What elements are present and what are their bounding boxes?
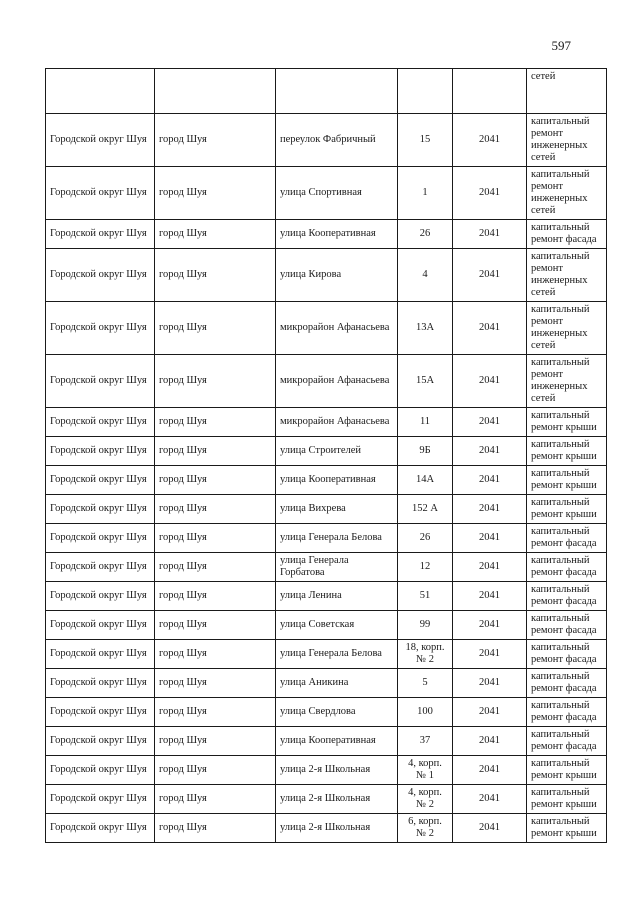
table-row — [46, 756, 607, 785]
table-row — [46, 167, 607, 220]
cell-year: 2041 — [453, 495, 527, 524]
cell-year: 2041 — [453, 302, 527, 355]
cell-work-type: капитальный ремонт инженерных сетей — [527, 167, 607, 220]
cell-street: улица Кирова — [276, 249, 398, 302]
table-row — [46, 553, 607, 582]
cell-street: улица Советская — [276, 611, 398, 640]
cell-street: улица Свердлова — [276, 698, 398, 727]
cell-work-type: капитальный ремонт фасада — [527, 611, 607, 640]
cell-street: улица 2-я Школьная — [276, 814, 398, 843]
cell-work-type: капитальный ремонт крыши — [527, 408, 607, 437]
cell-work-type: капитальный ремонт крыши — [527, 785, 607, 814]
cell-work-type: капитальный ремонт крыши — [527, 814, 607, 843]
cell-house: 99 — [398, 611, 453, 640]
cell-house: 6, корп. № 2 — [398, 814, 453, 843]
cell-street: переулок Фабричный — [276, 114, 398, 167]
repair-register-table — [45, 68, 607, 843]
cell-settlement: город Шуя — [155, 611, 276, 640]
table-row — [46, 408, 607, 437]
cell-house: 14А — [398, 466, 453, 495]
cell-municipality: Городской округ Шуя — [46, 114, 155, 167]
cell-work-type: капитальный ремонт фасада — [527, 727, 607, 756]
cell-house: 9Б — [398, 437, 453, 466]
cell-municipality: Городской округ Шуя — [46, 756, 155, 785]
cell-street: улица Ленина — [276, 582, 398, 611]
cell-year: 2041 — [453, 437, 527, 466]
table-row — [46, 582, 607, 611]
cell-settlement: город Шуя — [155, 466, 276, 495]
cell-municipality: Городской округ Шуя — [46, 167, 155, 220]
cell-settlement — [155, 69, 276, 114]
cell-street: улица Строителей — [276, 437, 398, 466]
cell-house — [398, 69, 453, 114]
cell-settlement: город Шуя — [155, 355, 276, 408]
cell-house: 4 — [398, 249, 453, 302]
table-body — [46, 69, 607, 843]
table-row — [46, 249, 607, 302]
cell-work-type: сетей — [527, 69, 607, 114]
cell-municipality: Городской округ Шуя — [46, 495, 155, 524]
cell-settlement: город Шуя — [155, 524, 276, 553]
table-row — [46, 727, 607, 756]
cell-work-type: капитальный ремонт фасада — [527, 220, 607, 249]
cell-street: улица Аникина — [276, 669, 398, 698]
cell-settlement: город Шуя — [155, 495, 276, 524]
page-number: 597 — [551, 38, 571, 53]
cell-municipality: Городской округ Шуя — [46, 220, 155, 249]
cell-year: 2041 — [453, 582, 527, 611]
cell-street: улица Генерала Горбатова — [276, 553, 398, 582]
cell-work-type: капитальный ремонт крыши — [527, 495, 607, 524]
cell-municipality: Городской округ Шуя — [46, 611, 155, 640]
cell-house: 4, корп. № 1 — [398, 756, 453, 785]
cell-house: 26 — [398, 524, 453, 553]
cell-year: 2041 — [453, 814, 527, 843]
cell-house: 1 — [398, 167, 453, 220]
cell-year: 2041 — [453, 640, 527, 669]
cell-settlement: город Шуя — [155, 167, 276, 220]
cell-year: 2041 — [453, 785, 527, 814]
cell-settlement: город Шуя — [155, 698, 276, 727]
cell-work-type: капитальный ремонт фасада — [527, 553, 607, 582]
cell-settlement: город Шуя — [155, 437, 276, 466]
cell-street: улица Кооперативная — [276, 727, 398, 756]
table-row — [46, 785, 607, 814]
cell-municipality: Городской округ Шуя — [46, 249, 155, 302]
table-row-continued — [46, 69, 607, 114]
cell-municipality: Городской округ Шуя — [46, 553, 155, 582]
cell-house: 18, корп. № 2 — [398, 640, 453, 669]
cell-street: улица Вихрева — [276, 495, 398, 524]
cell-house: 5 — [398, 669, 453, 698]
table-row — [46, 114, 607, 167]
cell-house: 13А — [398, 302, 453, 355]
cell-work-type: капитальный ремонт фасада — [527, 669, 607, 698]
cell-year: 2041 — [453, 249, 527, 302]
cell-year: 2041 — [453, 466, 527, 495]
cell-municipality: Городской округ Шуя — [46, 640, 155, 669]
cell-year: 2041 — [453, 727, 527, 756]
table-row — [46, 524, 607, 553]
cell-municipality: Городской округ Шуя — [46, 582, 155, 611]
cell-work-type: капитальный ремонт крыши — [527, 437, 607, 466]
cell-municipality: Городской округ Шуя — [46, 727, 155, 756]
cell-municipality — [46, 69, 155, 114]
table-row — [46, 495, 607, 524]
cell-street: микрорайон Афанасьева — [276, 302, 398, 355]
cell-settlement: город Шуя — [155, 408, 276, 437]
table-row — [46, 466, 607, 495]
cell-settlement: город Шуя — [155, 114, 276, 167]
cell-year: 2041 — [453, 114, 527, 167]
cell-street — [276, 69, 398, 114]
table-row — [46, 640, 607, 669]
table-row — [46, 669, 607, 698]
cell-municipality: Городской округ Шуя — [46, 466, 155, 495]
table-row — [46, 437, 607, 466]
cell-street: улица Кооперативная — [276, 220, 398, 249]
cell-house: 26 — [398, 220, 453, 249]
cell-house: 11 — [398, 408, 453, 437]
table-row — [46, 302, 607, 355]
cell-settlement: город Шуя — [155, 785, 276, 814]
table-row — [46, 814, 607, 843]
cell-work-type: капитальный ремонт крыши — [527, 466, 607, 495]
cell-municipality: Городской округ Шуя — [46, 408, 155, 437]
cell-municipality: Городской округ Шуя — [46, 669, 155, 698]
table-row — [46, 220, 607, 249]
cell-street: улица 2-я Школьная — [276, 785, 398, 814]
cell-municipality: Городской округ Шуя — [46, 355, 155, 408]
cell-street: улица Генерала Белова — [276, 524, 398, 553]
cell-settlement: город Шуя — [155, 669, 276, 698]
cell-year: 2041 — [453, 167, 527, 220]
cell-house: 100 — [398, 698, 453, 727]
cell-house: 4, корп. № 2 — [398, 785, 453, 814]
cell-settlement: город Шуя — [155, 640, 276, 669]
cell-settlement: город Шуя — [155, 814, 276, 843]
cell-year: 2041 — [453, 669, 527, 698]
cell-house: 15А — [398, 355, 453, 408]
cell-year: 2041 — [453, 698, 527, 727]
cell-street: микрорайон Афанасьева — [276, 408, 398, 437]
cell-work-type: капитальный ремонт фасада — [527, 698, 607, 727]
table-row — [46, 698, 607, 727]
cell-municipality: Городской округ Шуя — [46, 302, 155, 355]
cell-street: улица 2-я Школьная — [276, 756, 398, 785]
cell-settlement: город Шуя — [155, 756, 276, 785]
cell-house: 152 А — [398, 495, 453, 524]
cell-work-type: капитальный ремонт фасада — [527, 582, 607, 611]
cell-settlement: город Шуя — [155, 249, 276, 302]
cell-work-type: капитальный ремонт фасада — [527, 640, 607, 669]
cell-house: 37 — [398, 727, 453, 756]
cell-municipality: Городской округ Шуя — [46, 437, 155, 466]
cell-settlement: город Шуя — [155, 220, 276, 249]
cell-work-type: капитальный ремонт инженерных сетей — [527, 355, 607, 408]
cell-year: 2041 — [453, 220, 527, 249]
cell-house: 15 — [398, 114, 453, 167]
cell-work-type: капитальный ремонт инженерных сетей — [527, 249, 607, 302]
cell-settlement: город Шуя — [155, 553, 276, 582]
cell-year — [453, 69, 527, 114]
cell-work-type: капитальный ремонт инженерных сетей — [527, 302, 607, 355]
cell-year: 2041 — [453, 756, 527, 785]
cell-settlement: город Шуя — [155, 302, 276, 355]
cell-year: 2041 — [453, 408, 527, 437]
cell-street: микрорайон Афанасьева — [276, 355, 398, 408]
cell-settlement: город Шуя — [155, 727, 276, 756]
cell-municipality: Городской округ Шуя — [46, 814, 155, 843]
cell-street: улица Генерала Белова — [276, 640, 398, 669]
table-row — [46, 355, 607, 408]
cell-street: улица Спортивная — [276, 167, 398, 220]
cell-house: 12 — [398, 553, 453, 582]
cell-municipality: Городской округ Шуя — [46, 785, 155, 814]
cell-municipality: Городской округ Шуя — [46, 524, 155, 553]
cell-year: 2041 — [453, 524, 527, 553]
cell-work-type: капитальный ремонт фасада — [527, 524, 607, 553]
cell-work-type: капитальный ремонт крыши — [527, 756, 607, 785]
cell-municipality: Городской округ Шуя — [46, 698, 155, 727]
cell-year: 2041 — [453, 611, 527, 640]
cell-house: 51 — [398, 582, 453, 611]
cell-year: 2041 — [453, 355, 527, 408]
cell-street: улица Кооперативная — [276, 466, 398, 495]
table-row — [46, 611, 607, 640]
cell-work-type: капитальный ремонт инженерных сетей — [527, 114, 607, 167]
cell-year: 2041 — [453, 553, 527, 582]
cell-settlement: город Шуя — [155, 582, 276, 611]
